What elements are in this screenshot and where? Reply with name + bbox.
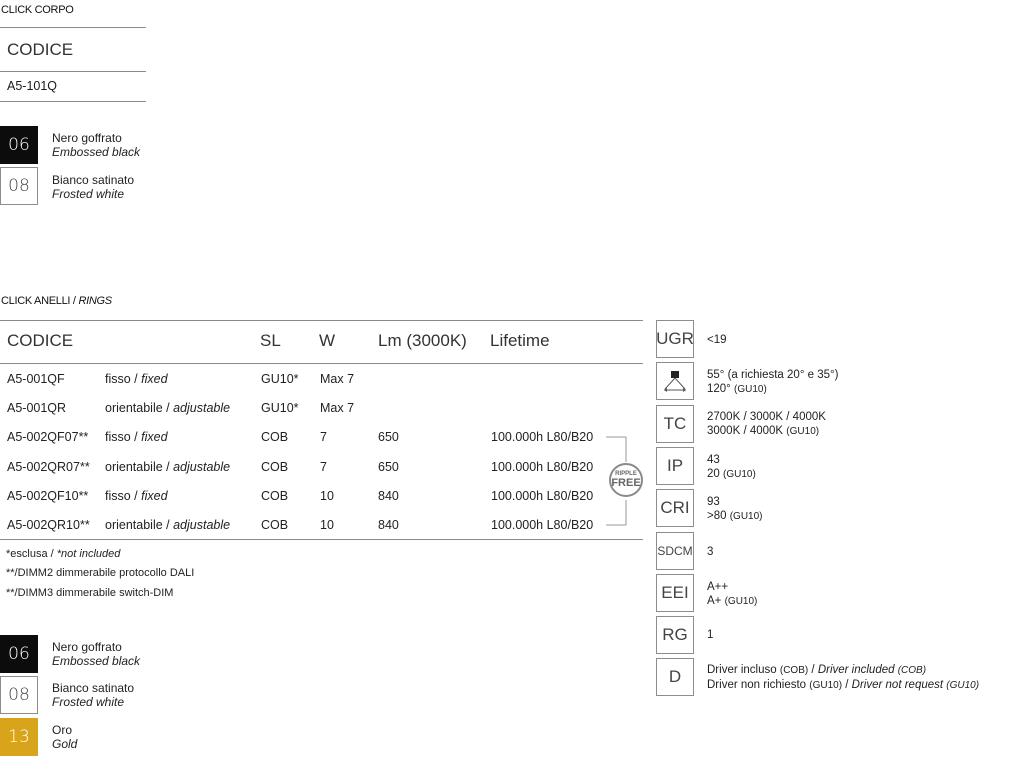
row-type-it: orientabile / — [105, 401, 170, 415]
finish-name-it: Bianco satinato — [52, 681, 135, 695]
row-type-en: adjustable — [173, 401, 231, 415]
finish-label — [52, 723, 77, 751]
row-sl: COB — [261, 518, 289, 532]
spec-value-beam — [707, 368, 838, 397]
spec-line2: 120° — [707, 383, 731, 395]
spec-label-rg: RG — [656, 616, 694, 654]
spec-value-ip — [707, 453, 756, 482]
finish-label — [52, 173, 134, 201]
table-row — [0, 489, 643, 505]
row-code: A5-001QF — [7, 372, 65, 386]
row-lifetime: 100.000h L80/B20 — [491, 518, 594, 532]
driver-en: Driver not request — [851, 679, 944, 691]
spec-line1: 93 — [707, 496, 720, 508]
spec-label-eei: EEI — [656, 574, 694, 612]
divider — [0, 71, 146, 72]
divider — [0, 363, 643, 364]
row-type-it: fisso / — [105, 489, 138, 503]
row-code: A5-002QF07** — [7, 430, 89, 444]
spec-label-tc: TC — [656, 405, 694, 443]
driver-sep: / — [842, 679, 852, 691]
row-sl: GU10* — [261, 401, 299, 415]
row-code: A5-001QR — [7, 401, 67, 415]
finish-swatch-gold: 13 — [0, 718, 38, 756]
finish-label — [52, 131, 140, 159]
driver-it: Driver incluso — [707, 664, 777, 676]
row-w: 7 — [320, 460, 327, 474]
finish-name-it: Nero goffrato — [52, 640, 122, 654]
spec-value-eei — [707, 580, 757, 609]
finish-name-en: Embossed black — [52, 145, 141, 159]
finish-name-it: Nero goffrato — [52, 131, 122, 145]
table-row — [0, 401, 643, 417]
driver-note-en: (GU10) — [946, 680, 980, 691]
col-header-codice: CODICE — [7, 331, 74, 350]
anelli-title-it: CLICK ANELLI / — [1, 295, 76, 307]
driver-en: Driver included — [817, 664, 895, 676]
spec-value-cri — [707, 495, 763, 524]
row-type-en: adjustable — [173, 460, 231, 474]
driver-it: Driver non richiesto — [707, 679, 807, 691]
spec-line2: A+ — [707, 595, 722, 607]
finish-name-en: Gold — [52, 737, 78, 751]
ripple-badge-line2: FREE — [611, 477, 641, 489]
row-type-it: fisso / — [105, 372, 138, 386]
row-sl: COB — [261, 489, 289, 503]
spec-label-cri: CRI — [656, 489, 694, 527]
row-lm: 840 — [378, 489, 399, 503]
row-lifetime: 100.000h L80/B20 — [491, 430, 594, 444]
beam-angle-icon — [656, 362, 694, 400]
finish-name-it: Bianco satinato — [52, 173, 135, 187]
divider — [0, 101, 146, 102]
spec-line1: 43 — [707, 454, 720, 466]
note-en: *not included — [56, 548, 121, 560]
finish-swatch-black: 06 — [0, 126, 38, 164]
row-w: Max 7 — [320, 401, 355, 415]
table-row — [0, 460, 643, 476]
spec-label-driver: D — [656, 658, 694, 696]
finish-swatch-black: 06 — [0, 635, 38, 673]
finish-name-en: Frosted white — [52, 187, 125, 201]
row-type — [105, 518, 230, 532]
spec-line2-note: (GU10) — [729, 511, 763, 522]
corpo-codice-header: CODICE — [7, 40, 74, 59]
spec-line1: A++ — [707, 581, 729, 593]
row-sl: GU10* — [261, 372, 299, 386]
row-sl: COB — [261, 430, 289, 444]
row-lm: 650 — [378, 430, 399, 444]
spec-line2-note: (GU10) — [734, 384, 767, 395]
spec-label-ip: IP — [656, 447, 694, 485]
spec-line2-note: (GU10) — [724, 596, 758, 607]
divider — [0, 320, 643, 321]
finish-label — [52, 640, 140, 668]
spec-line2-note: (GU10) — [723, 469, 756, 480]
row-w: Max 7 — [320, 372, 355, 386]
spec-value-rg: 1 — [707, 629, 714, 641]
anelli-title-en: RINGS — [78, 295, 112, 307]
finish-name-en: Frosted white — [52, 695, 125, 709]
row-type — [105, 460, 230, 474]
row-type-en: adjustable — [173, 518, 231, 532]
row-type — [105, 401, 230, 415]
note: **/DIMM3 dimmerabile switch-DIM — [6, 587, 174, 599]
divider — [0, 27, 146, 28]
row-code: A5-002QR07** — [7, 460, 90, 474]
section-title-corpo: CLICK CORPO — [1, 4, 74, 16]
spec-line2: 20 — [707, 468, 720, 480]
driver-note: (COB) — [779, 665, 809, 676]
section-title-anelli — [1, 295, 112, 307]
row-type-en: fixed — [141, 430, 168, 444]
ripple-badge-line1: RIPPLE — [615, 471, 637, 477]
spec-label-sdcm: SDCM — [656, 532, 694, 570]
table-row — [0, 430, 643, 446]
divider — [0, 539, 643, 540]
finish-name-en: Embossed black — [52, 654, 141, 668]
spec-line1: 2700K / 3000K / 4000K — [707, 411, 826, 423]
note-it: *esclusa / — [6, 548, 54, 560]
row-code: A5-002QF10** — [7, 489, 89, 503]
row-type-en: fixed — [141, 489, 168, 503]
spec-value-tc — [707, 410, 826, 439]
finish-swatch-white: 08 — [0, 676, 38, 714]
col-header-w: W — [319, 331, 336, 350]
row-w: 10 — [320, 518, 334, 532]
row-sl: COB — [261, 460, 289, 474]
driver-line1 — [707, 664, 926, 676]
finish-label — [52, 681, 134, 709]
spec-value-ugr: <19 — [707, 334, 727, 346]
note — [6, 548, 120, 560]
finish-name-it: Oro — [52, 723, 73, 737]
spec-line2: 3000K / 4000K — [707, 425, 784, 437]
spec-value-driver — [707, 663, 979, 693]
row-type — [105, 430, 168, 444]
row-type-it: orientabile / — [105, 460, 170, 474]
finish-swatch-white: 08 — [0, 167, 38, 205]
row-lifetime: 100.000h L80/B20 — [491, 460, 594, 474]
table-row — [0, 372, 643, 388]
driver-sep: / — [808, 664, 818, 676]
spec-label-ugr: UGR — [656, 320, 694, 358]
row-lm: 650 — [378, 460, 399, 474]
col-header-sl: SL — [260, 331, 281, 350]
row-type-it: orientabile / — [105, 518, 170, 532]
spec-line2: >80 — [707, 510, 727, 522]
spec-line1: 55° (a richiesta 20° e 35°) — [707, 369, 839, 381]
row-type-it: fisso / — [105, 430, 138, 444]
row-lifetime: 100.000h L80/B20 — [491, 489, 594, 503]
spec-line2-note: (GU10) — [786, 426, 820, 437]
driver-note: (GU10) — [809, 680, 843, 691]
note: **/DIMM2 dimmerabile protocollo DALI — [6, 567, 195, 579]
table-row — [0, 518, 643, 534]
corpo-code: A5-101Q — [7, 79, 58, 93]
row-type — [105, 489, 168, 503]
row-type-en: fixed — [141, 372, 168, 386]
row-type — [105, 372, 168, 386]
col-header-lm: Lm (3000K) — [378, 331, 467, 350]
row-lm: 840 — [378, 518, 399, 532]
spec-value-sdcm: 3 — [707, 546, 714, 558]
driver-note-en: (COB) — [897, 665, 927, 676]
ripple-free-badge — [609, 463, 643, 497]
row-w: 7 — [320, 430, 327, 444]
driver-line2 — [707, 679, 979, 691]
col-header-lifetime: Lifetime — [490, 331, 550, 350]
row-w: 10 — [320, 489, 334, 503]
row-code: A5-002QR10** — [7, 518, 90, 532]
